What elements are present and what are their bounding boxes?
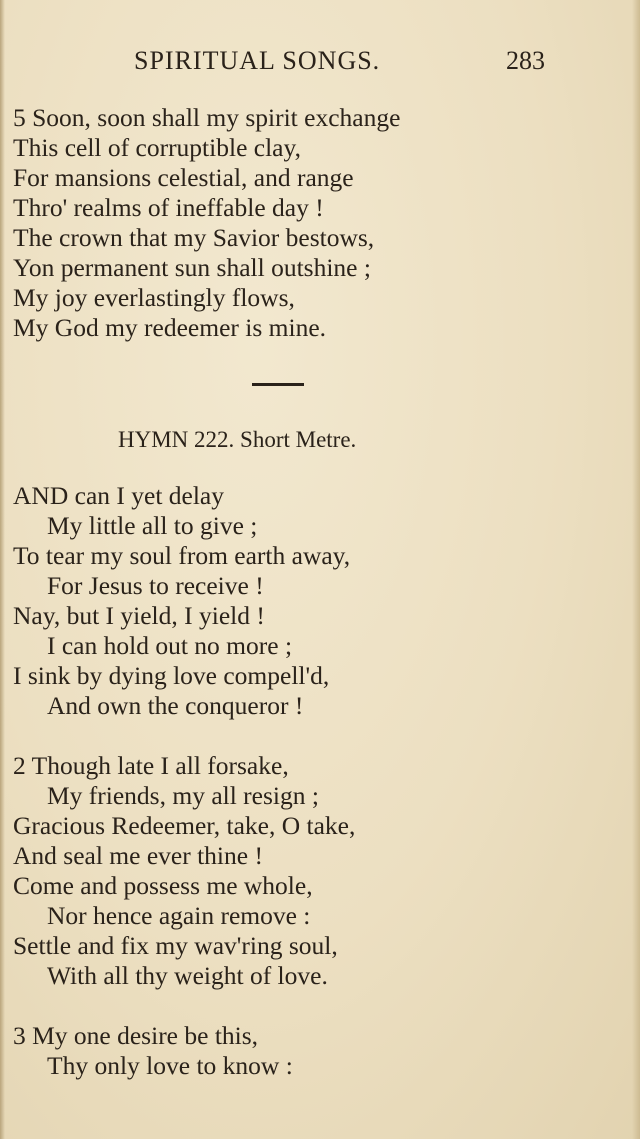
verse-line: Settle and fix my wav'ring soul, xyxy=(13,931,338,960)
verse-line: Nay, but I yield, I yield ! xyxy=(13,601,265,630)
verse-line: This cell of corruptible clay, xyxy=(13,133,301,162)
verse-line: 5 Soon, soon shall my spirit exchange xyxy=(13,103,401,132)
verse-line: My God my redeemer is mine. xyxy=(13,313,327,342)
verse-line: And own the conqueror ! xyxy=(47,691,304,720)
verse-line: 3 My one desire be this, xyxy=(13,1021,259,1050)
stanza-2 xyxy=(13,751,355,991)
verse-line: AND can I yet delay xyxy=(13,481,224,510)
verse-line: Thy only love to know : xyxy=(47,1051,293,1080)
verse-line: For mansions celestial, and range xyxy=(13,163,354,192)
verse-line: With all thy weight of love. xyxy=(47,961,328,990)
verse-line: For Jesus to receive ! xyxy=(47,571,264,600)
page-header xyxy=(0,46,640,80)
verse-line: The crown that my Savior bestows, xyxy=(13,223,375,252)
stanza-3 xyxy=(13,1021,355,1081)
verse-line: My joy everlastingly flows, xyxy=(13,283,295,312)
hymn-body xyxy=(13,481,355,1111)
verse-line: 2 Though late I all forsake, xyxy=(13,751,289,780)
verse-line: And seal me ever thine ! xyxy=(13,841,263,870)
page-number: 283 xyxy=(506,46,545,75)
verse-line: Gracious Redeemer, take, O take, xyxy=(13,811,356,840)
verse-line: To tear my soul from earth away, xyxy=(13,541,351,570)
running-title: SPIRITUAL SONGS. xyxy=(134,46,381,75)
hymn-heading: HYMN 222. Short Metre. xyxy=(118,427,357,452)
verse-line: My little all to give ; xyxy=(47,511,258,540)
verse-line: I sink by dying love compell'd, xyxy=(13,661,330,690)
verse-line: Thro' realms of ineffable day ! xyxy=(13,193,324,222)
verse-line: My friends, my all resign ; xyxy=(47,781,319,810)
section-divider xyxy=(252,383,304,386)
stanza-1 xyxy=(13,481,355,721)
page-right-edge xyxy=(632,0,640,1139)
verse-line: Come and possess me whole, xyxy=(13,871,313,900)
page-binding-edge xyxy=(0,0,5,1139)
verse-line: Yon permanent sun shall outshine ; xyxy=(13,253,371,282)
verse-line: I can hold out no more ; xyxy=(47,631,293,660)
verse-line: Nor hence again remove : xyxy=(47,901,311,930)
continued-stanza xyxy=(13,103,400,343)
